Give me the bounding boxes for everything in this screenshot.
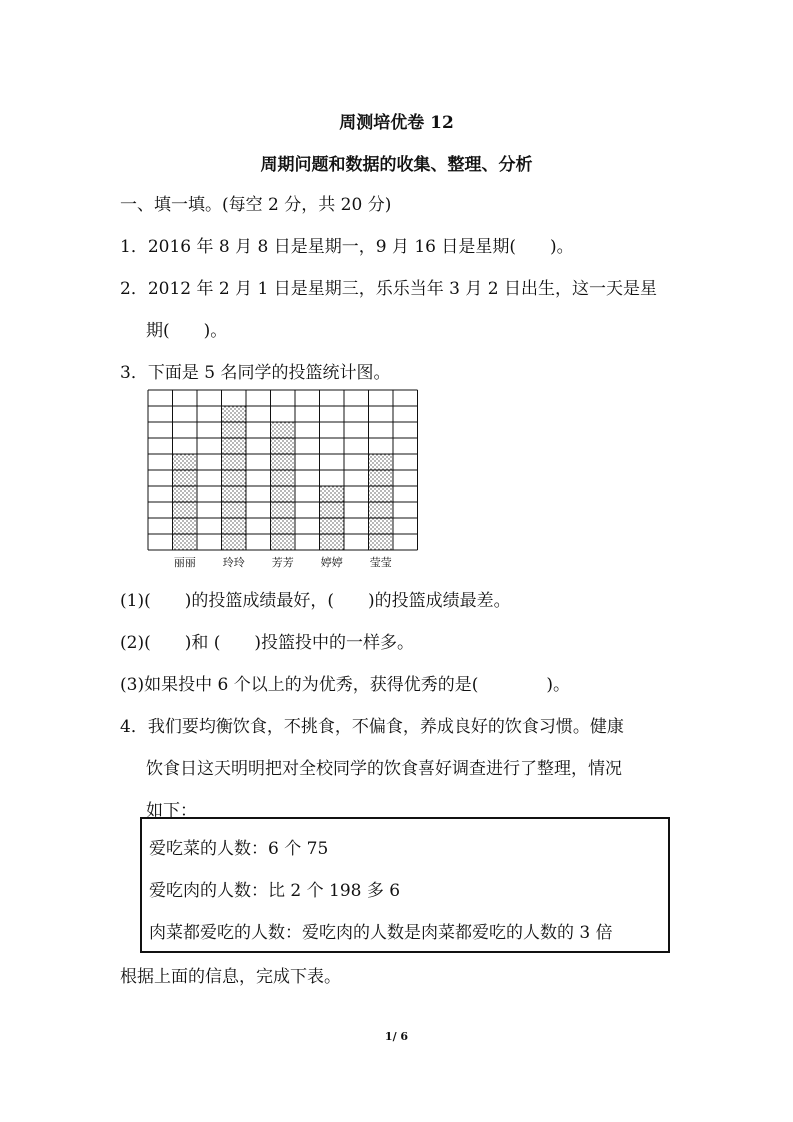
question-4-line-2: 饮食日这天明明把对全校同学的饮食喜好调查进行了整理，情况: [146, 759, 622, 779]
chart-bar: [222, 406, 247, 550]
chart-bars: [173, 406, 394, 550]
info-box: [140, 817, 670, 953]
question-4-line-3: 如下：: [146, 801, 197, 821]
page-title: 周测培优卷 12: [339, 113, 454, 133]
question-4-line-1: 4．我们要均衡饮食，不挑食，不偏食，养成良好的饮食习惯。健康: [120, 717, 624, 737]
chart-category-label: 丽丽: [173, 556, 196, 569]
question-3-part-2: (2)( )和 ( )投篮投中的一样多。: [120, 633, 415, 653]
question-2-line-1: 2．2012 年 2 月 1 日是星期三，乐乐当年 3 月 2 日出生，这一天是星: [120, 279, 657, 299]
after-box-instruction: 根据上面的信息，完成下表。: [120, 967, 341, 987]
question-2-line-2: 期( )。: [146, 321, 228, 341]
chart-category-label: 玲玲: [222, 556, 245, 569]
info-row-meat: 爱吃肉的人数：比 2 个 198 多 6: [149, 881, 401, 901]
chart-category-label: 芳芳: [271, 556, 294, 569]
section-heading: 一、填一填。(每空 2 分，共 20 分): [120, 195, 392, 215]
question-3-part-1: (1)( )的投篮成绩最好，( )的投篮成绩最差。: [120, 591, 511, 611]
info-row-vegetables: 爱吃菜的人数：6 个 75: [149, 839, 329, 859]
chart-category-label: 婷婷: [320, 556, 343, 569]
bar-chart: [140, 386, 425, 576]
question-3-intro: 3．下面是 5 名同学的投篮统计图。: [120, 363, 391, 383]
question-3-part-3: (3)如果投中 6 个以上的为优秀，获得优秀的是( )。: [120, 675, 570, 695]
chart-category-labels: [174, 555, 392, 569]
info-row-both: 肉菜都爱吃的人数：爱吃肉的人数是肉菜都爱吃的人数的 3 倍: [149, 923, 613, 943]
page-number: 1/ 6: [384, 1030, 409, 1043]
page-subtitle: 周期问题和数据的收集、整理、分析: [260, 155, 533, 175]
chart-category-label: 莹莹: [369, 556, 392, 569]
question-1: 1．2016 年 8 月 8 日是星期一，9 月 16 日是星期( )。: [120, 237, 574, 257]
